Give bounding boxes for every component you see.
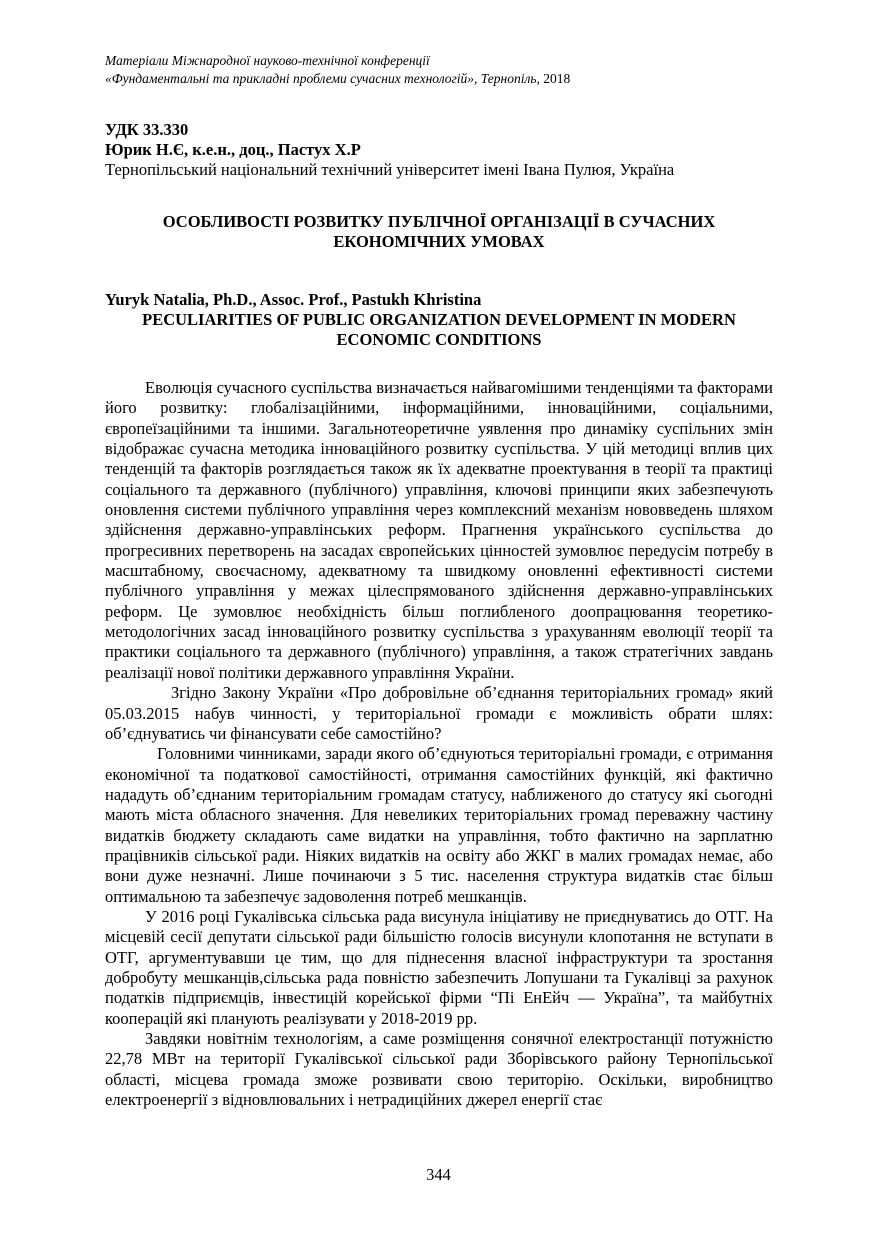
title-english: PECULIARITIES OF PUBLIC ORGANIZATION DEVELOPMENT IN MODERN ECONOMIC CONDITIONS <box>142 310 736 349</box>
conference-header-line-1: Матеріали Міжнародної науково-технічної конференції <box>105 53 430 68</box>
article-body <box>105 378 773 1110</box>
affiliation: Тернопільський національний технічний університет імені Івана Пулюя, Україна <box>105 160 675 179</box>
page-number: 344 <box>426 1165 451 1184</box>
paragraph-4: У 2016 році Гукалівська сільська рада висунула ініціативу не приєднуватись до ОТГ. На місцевій сесії депутати сільської ради більшістю голосів висунули клопотання не вступати в ОТГ, аргументувавши це тим, що для піднесення власної інфраструктури та зростання добробуту мешканців,сільська рада повністю забезпечить Лопушани та Гукалівці за рахунок податків підприємців, інвестицій корейської фірми “Пі ЕнЕйч — Україна”, та майбутніх кооперацій які планують реалізувати у 2018-2019 рр. <box>105 906 773 1028</box>
title-ukrainian: ОСОБЛИВОСТІ РОЗВИТКУ ПУБЛІЧНОЇ ОРГАНІЗАЦІЇ В СУЧАСНИХ ЕКОНОМІЧНИХ УМОВАХ <box>162 212 716 251</box>
paragraph-1: Еволюція сучасного суспільства визначається найвагомішими тенденціями та факторами його розвитку: глобалізаційними, інформаційними, інноваційними, соціальними, європеїзаційними та іншими. Загальнотеоретичне уявлення про динаміку суспільних змін відображає сучасна методика інноваційного розвитку суспільства. У цій методиці вплив цих тенденцій та факторів розглядається також як їх адекватне проектування в теорії та практиці соціального та державного (публічного) управління, ключові принципи яких забезпечують оновлення системи публічного управління через комплексний механізм нововведень шляхом здійснення державно-управлінських реформ. Прагнення українського суспільства до прогресивних перетворень на засадах європейських цінностей зумовлює передусім потребу в масштабному, своєчасному, адекватному та швидкому оновленні ефективності системи публічного управління у межах цілеспрямованого здійснення державно-управлінських реформ. Це зумовлює необхідність більш поглибленого доопрацювання теоретико-методологічних засад інноваційного розвитку суспільства з урахуванням еволюції теорії та практики соціального та державного (публічного) управління, а також стратегічних завдань реалізації нової політики державного управління України. <box>105 378 773 682</box>
conference-name: «Фундаментальні та прикладні проблеми сучасних технологій», Тернопіль, <box>105 71 540 86</box>
conference-year: 2018 <box>539 71 571 86</box>
conference-header-line-2 <box>105 70 773 88</box>
paragraph-5: Завдяки новітнім технологіям, а саме розміщення сонячної електростанції потужністю 22,78 МВт на території Гукалівської сільської ради Зборівського району Тернопільської області, місцева громада зможе розвивати свою територію. Оскільки, виробництво електроенергії з відновлювальних і нетрадиційних джерел енергії стає <box>105 1029 773 1110</box>
authors-ukrainian: Юрик Н.Є, к.е.н., доц., Пастух Х.Р <box>105 140 361 159</box>
authors-english: Yuryk Natalia, Ph.D., Assoc. Prof., Pastukh Khristina <box>105 290 482 309</box>
paragraph-3: Головними чинниками, заради якого об’єднуються територіальні громади, є отримання економічної та податкової самостійності, отримання самостійних функцій, які фактично нададуть об’єднаним територіальним громадам статусу, наближеного до статусу які сьогодні мають міста обласного значення. Для невеликих територіальних громад переважну частину видатків бюджету складають саме видатки на управління, тобто фактично на зарплатню працівників сільської ради. Ніяких видатків на освіту або ЖКГ в малих громадах немає, або вони дуже незначні. Лише починаючи з 5 тис. населення структура видатків стає більш оптимальною та забезпечує задоволення потреб мешканців. <box>105 744 773 906</box>
paragraph-2: Згідно Закону України «Про добровільне об’єднання територіальних громад» який 05.03.2015 набув чинності, у територіальної громади є можливість обрати шлях: об’єднуватись чи фінансувати себе самостійно? <box>105 683 773 743</box>
paper-page <box>105 52 773 1110</box>
udk-code: УДК 33.330 <box>105 120 189 139</box>
